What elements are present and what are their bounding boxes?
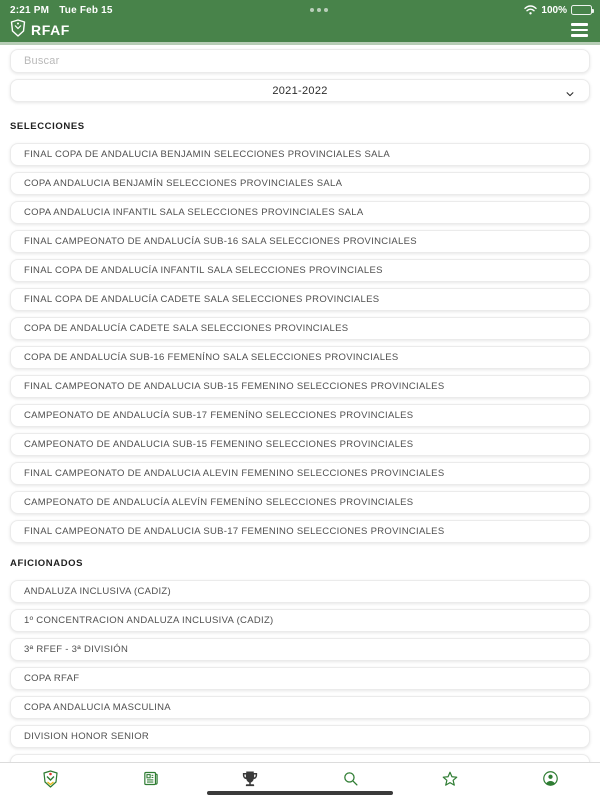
rfaf-crest-icon: [42, 770, 59, 793]
list-item[interactable]: FINAL COPA DE ANDALUCÍA CADETE SALA SELECCIONES PROVINCIALES: [10, 288, 590, 311]
trophy-icon: [241, 770, 259, 793]
battery-percent: 100%: [541, 4, 567, 16]
list-item[interactable]: DIVISION HONOR SENIOR: [10, 725, 590, 748]
list-item[interactable]: COPA DE ANDALUCÍA SUB-16 FEMENÍNO SALA SELECCIONES PROVINCIALES: [10, 346, 590, 369]
star-icon: [441, 770, 459, 793]
section-title-selecciones: SELECCIONES: [10, 121, 85, 132]
tab-home[interactable]: [0, 763, 100, 800]
list-item[interactable]: COPA DE ANDALUCÍA CADETE SALA SELECCIONES PROVINCIALES: [10, 317, 590, 340]
list-item[interactable]: FINAL CAMPEONATO DE ANDALUCIA SUB-17 FEMENINO SELECCIONES PROVINCIALES: [10, 520, 590, 543]
tab-news[interactable]: [100, 763, 200, 800]
search-input[interactable]: [10, 49, 590, 73]
list-item[interactable]: CAMPEONATO DE ANDALUCIA SUB-15 FEMENINO SELECCIONES PROVINCIALES: [10, 433, 590, 456]
main-content: [0, 45, 600, 783]
list-item[interactable]: COPA ANDALUCIA INFANTIL SALA SELECCIONES PROVINCIALES SALA: [10, 201, 590, 224]
list-item[interactable]: FINAL CAMPEONATO DE ANDALUCIA ALEVIN FEMENINO SELECCIONES PROVINCIALES: [10, 462, 590, 485]
rfaf-crest-icon: [10, 19, 26, 42]
status-date: Tue Feb 15: [59, 4, 113, 16]
list-item[interactable]: COPA RFAF: [10, 667, 590, 690]
list-item[interactable]: FINAL COPA DE ANDALUCÍA INFANTIL SALA SELECCIONES PROVINCIALES: [10, 259, 590, 282]
profile-icon: [542, 770, 559, 792]
list-item[interactable]: 3ª RFEF - 3ª DIVISIÓN: [10, 638, 590, 661]
list-item[interactable]: COPA ANDALUCIA BENJAMÍN SELECCIONES PROVINCIALES SALA: [10, 172, 590, 195]
list-item[interactable]: COPA ANDALUCIA MASCULINA: [10, 696, 590, 719]
list-item[interactable]: ANDALUZA INCLUSIVA (CADIZ): [10, 580, 590, 603]
list-item[interactable]: FINAL CAMPEONATO DE ANDALUCIA SUB-15 FEMENINO SELECCIONES PROVINCIALES: [10, 375, 590, 398]
list-item[interactable]: FINAL COPA DE ANDALUCIA BENJAMIN SELECCIONES PROVINCIALES SALA: [10, 143, 590, 166]
brand: [10, 19, 70, 42]
wifi-icon: [524, 5, 537, 15]
home-indicator[interactable]: [207, 791, 393, 795]
list-item[interactable]: CAMPEONATO DE ANDALUCÍA ALEVÍN FEMENÍNO SELECCIONES PROVINCIALES: [10, 491, 590, 514]
multitasking-indicator-icon: [310, 8, 328, 12]
battery-icon: [571, 5, 592, 15]
news-icon: [142, 770, 159, 792]
list-item[interactable]: 1º CONCENTRACION ANDALUZA INCLUSIVA (CADIZ): [10, 609, 590, 632]
season-dropdown-value: 2021-2022: [272, 84, 328, 97]
status-time: 2:21 PM: [10, 4, 50, 16]
search-icon: [342, 770, 359, 792]
nav-bar: [0, 20, 600, 42]
menu-icon[interactable]: [571, 21, 588, 39]
season-dropdown[interactable]: [10, 79, 590, 102]
tab-favorites[interactable]: [400, 763, 500, 800]
tab-profile[interactable]: [500, 763, 600, 800]
section-title-aficionados: AFICIONADOS: [10, 558, 84, 569]
app-header: [0, 0, 600, 42]
chevron-down-icon: [565, 86, 575, 104]
status-bar: [0, 0, 600, 20]
list-item[interactable]: FINAL CAMPEONATO DE ANDALUCÍA SUB-16 SALA SELECCIONES PROVINCIALES: [10, 230, 590, 253]
list-item[interactable]: CAMPEONATO DE ANDALUCÍA SUB-17 FEMENÍNO SELECCIONES PROVINCIALES: [10, 404, 590, 427]
app-title: RFAF: [31, 22, 70, 38]
